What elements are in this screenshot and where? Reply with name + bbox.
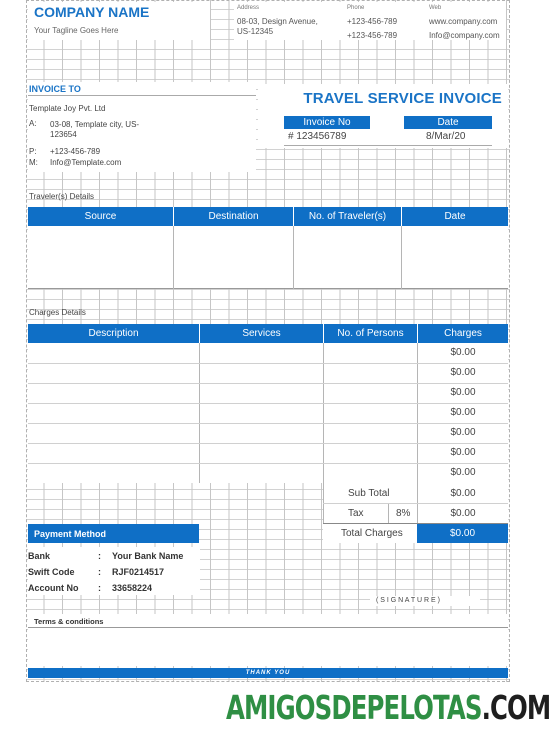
traveler-table-header xyxy=(28,207,508,226)
terms-rule xyxy=(28,627,508,628)
company-name: COMPANY NAME xyxy=(34,4,150,20)
invoice-no-rule xyxy=(284,145,492,146)
account-number: 33658224 xyxy=(112,583,153,593)
client-address-line1: 03-08, Template city, US- xyxy=(50,120,140,129)
row-rule xyxy=(28,383,508,384)
bank-separator: : xyxy=(98,551,101,561)
invoice-to-rule xyxy=(28,95,256,96)
traveler-table-body[interactable] xyxy=(28,226,508,289)
charge-row-1: $0.00 xyxy=(450,347,476,358)
signature-label: ( S I G N A T U R E ) xyxy=(376,597,440,604)
phone-label: Phone xyxy=(347,5,365,11)
charge-row-7: $0.00 xyxy=(450,467,476,478)
tax-divider xyxy=(388,503,389,523)
invoice-title: TRAVEL SERVICE INVOICE xyxy=(303,90,502,107)
total-label: Total Charges xyxy=(341,528,403,539)
web-url[interactable]: www.company.com xyxy=(429,17,498,26)
charges-divider xyxy=(199,343,200,483)
thank-you-bar: THANK YOU xyxy=(28,668,508,678)
charges-col-charges: Charges xyxy=(444,328,482,339)
row-rule xyxy=(28,443,508,444)
client-email-label: M: xyxy=(29,158,38,167)
account-separator: : xyxy=(98,583,101,593)
invoice-no-header: Invoice No xyxy=(284,116,370,129)
row-rule xyxy=(28,403,508,404)
charges-col-services: Services xyxy=(200,324,324,343)
tax-value: $0.00 xyxy=(450,508,476,519)
row-rule xyxy=(28,423,508,424)
client-phone: +123-456-789 xyxy=(50,147,101,156)
traveler-col-source: Source xyxy=(28,207,174,226)
invoice-to-title: INVOICE TO xyxy=(29,84,81,94)
traveler-section-label: Traveler(s) Details xyxy=(29,192,95,201)
charge-row-2: $0.00 xyxy=(450,367,476,378)
row-rule xyxy=(28,363,508,364)
charges-table-header xyxy=(28,324,508,343)
address-line2: US-12345 xyxy=(237,27,274,36)
charges-col-persons: No. of Persons xyxy=(324,324,418,343)
client-email: Info@Template.com xyxy=(50,158,122,167)
address-label: Address xyxy=(237,5,260,11)
company-tagline: Your Tagline Goes Here xyxy=(34,26,119,35)
charges-col-description: Description xyxy=(28,324,200,343)
swift-separator: : xyxy=(98,567,101,577)
charge-row-4: $0.00 xyxy=(450,407,476,418)
tax-rate: 8% xyxy=(396,508,411,519)
traveler-col-count: No. of Traveler(s) xyxy=(294,207,402,226)
invoice-number: # 123456789 xyxy=(288,131,347,142)
phone-1: +123-456-789 xyxy=(347,17,398,26)
tax-label: Tax xyxy=(348,508,364,519)
traveler-col-destination: Destination xyxy=(174,207,294,226)
site-watermark xyxy=(226,688,550,727)
swift-label: Swift Code xyxy=(28,567,75,577)
client-phone-label: P: xyxy=(29,147,37,156)
bank-name: Your Bank Name xyxy=(112,551,184,561)
traveler-divider xyxy=(293,226,294,289)
total-value: $0.00 xyxy=(417,524,508,543)
swift-code: RJF0214517 xyxy=(112,567,165,577)
web-label: Web xyxy=(429,5,442,11)
charge-row-5: $0.00 xyxy=(450,427,476,438)
bank-label: Bank xyxy=(28,551,51,561)
watermark-part1: AMIGOSDEPELOTAS xyxy=(226,688,482,727)
account-label: Account No xyxy=(28,583,79,593)
row-rule xyxy=(28,463,508,464)
client-company: Template Joy Pvt. Ltd xyxy=(29,104,106,113)
subtotal-label: Sub Total xyxy=(348,488,390,499)
traveler-divider xyxy=(173,226,174,289)
charge-row-6: $0.00 xyxy=(450,447,476,458)
watermark-part2: .COM xyxy=(481,688,550,727)
company-email[interactable]: Info@company.com xyxy=(429,31,500,40)
traveler-col-date: Date xyxy=(444,211,466,222)
client-address-label: A: xyxy=(29,119,37,128)
charge-row-3: $0.00 xyxy=(450,387,476,398)
traveler-divider xyxy=(401,226,402,289)
charges-section-label: Charges Details xyxy=(29,308,86,317)
charges-divider xyxy=(323,343,324,483)
address-line1: 08-03, Design Avenue, xyxy=(237,17,318,26)
invoice-date: 8/Mar/20 xyxy=(426,131,466,142)
payment-method-header: Payment Method xyxy=(28,524,199,543)
phone-2: +123-456-789 xyxy=(347,31,398,40)
client-address-line2: 123654 xyxy=(50,130,77,139)
date-header: Date xyxy=(404,116,492,129)
terms-label: Terms & conditions xyxy=(34,617,104,626)
subtotal-value: $0.00 xyxy=(450,488,476,499)
row-rule xyxy=(323,503,508,504)
